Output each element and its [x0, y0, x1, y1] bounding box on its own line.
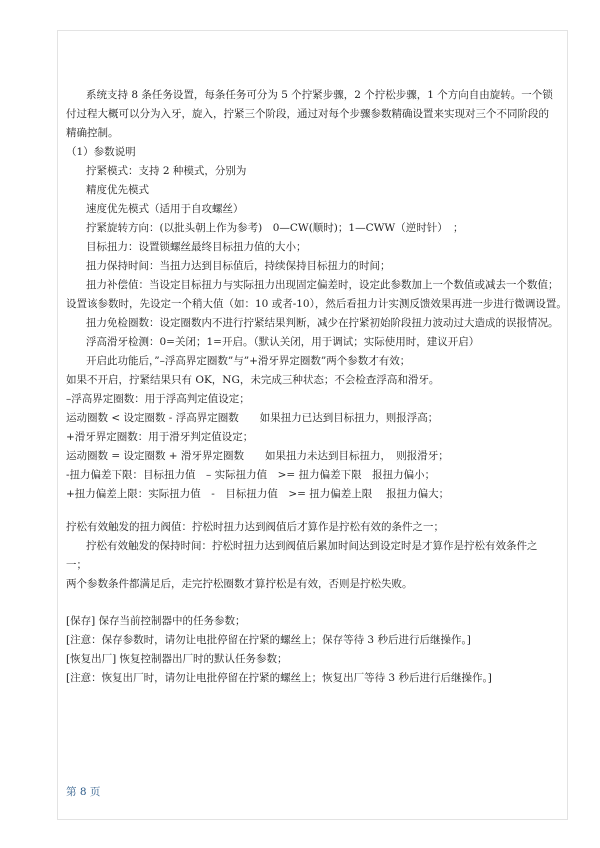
param-precision-mode: 精度优先模式: [86, 184, 149, 196]
param-tightening-mode: 拧紧模式：支持 2 种模式，分别为: [86, 165, 247, 177]
action-reset-note: [注意：恢复出厂时，请勿让电批停留在拧紧的螺丝上；恢复出厂等待 3 秒后进行后继操作。]: [66, 672, 492, 684]
param-hold-time: 扭力保持时间：当扭力达到目标值后，持续保持目标扭力的时间；: [86, 260, 391, 272]
param-speed-mode: 速度优先模式（适用于自攻螺丝）: [86, 203, 244, 215]
intro-line-3: 精确控制。: [66, 127, 119, 139]
action-reset: [恢复出厂] 恢复控制器出厂时的默认任务参数；: [66, 653, 288, 665]
loosen-condition: 两个参数条件都满足后，走完拧松圈数才算拧松是有效，否则是拧松失败。: [66, 578, 413, 590]
param-torque-upper-limit: +扭力偏差上限：实际扭力值 - 目标扭力值 >= 扭力偏差上限 报扭力偏大；: [66, 488, 450, 500]
param-torque-lower-limit: -扭力偏差下限：目标扭力值 – 实际扭力值 >= 扭力偏差下限 报扭力偏小；: [66, 469, 436, 481]
action-save: [保存] 保存当前控制器中的任务参数；: [66, 615, 246, 627]
loosen-threshold: 拧松有效触发的扭力阀值：拧松时扭力达到阀值后才算作是拧松有效的条件之一；: [66, 521, 444, 533]
param-compensation-line-1: 扭力补偿值：当设定目标扭力与实际扭力出现固定偏差时，设定此参数加上一个数值或减去一个数值；: [86, 279, 559, 291]
intro-line-2: 付过程大概可以分为入牙，旋入，拧紧三个阶段，通过对每个步骤参数精确设置来实现对三个不同阶段的: [66, 108, 549, 120]
param-disable-note: 如果不开启，拧紧结果只有 OK，NG，未完成三种状态；不会检查浮高和滑牙。: [66, 374, 440, 386]
param-rotation-direction: 拧紧旋转方向：(以批头朝上作为参考) 0—CW(顺时)；1—CWW（逆时针） ；: [86, 222, 464, 234]
param-target-torque: 目标扭力：设置锁螺丝最终目标扭力值的大小；: [86, 241, 307, 253]
param-float-slip-detect: 浮高滑牙检测：0=关闭；1=开启。（默认关闭，用于调试；实际使用时，建议开启）: [86, 336, 480, 348]
param-slip-turns: +滑牙界定圈数：用于滑牙判定值设定；: [66, 431, 254, 443]
page-number: 第 8 页: [66, 786, 101, 798]
param-compensation-line-2: 设置该参数时，先设定一个稍大值（如：10 或者-10），然后看扭力计实测反馈效果再进一步进行微调设置。: [66, 298, 567, 310]
section-title: （1）参数说明: [66, 146, 136, 158]
param-enable-note: 开启此功能后，”–浮高界定圈数”与”+滑牙界定圈数”两个参数才有效；: [86, 355, 411, 367]
param-float-turns: –浮高界定圈数：用于浮高判定值设定；: [66, 393, 250, 405]
param-skip-turns: 扭力免检圈数：设定圈数内不进行拧紧结果判断，减少在拧紧初始阶段扭力波动过大造成的误报情况。: [86, 317, 559, 329]
document-body: [66, 86, 567, 688]
loosen-hold-time: 拧松有效触发的保持时间：拧松时扭力达到阀值后累加时间达到设定时是才算作是拧松有效条件之: [86, 540, 538, 552]
param-slip-rule: 运动圈数 = 设定圈数 + 滑牙界定圈数 如果扭力未达到目标扭力， 则报滑牙；: [66, 450, 449, 462]
param-float-rule: 运动圈数 < 设定圈数 - 浮高界定圈数 如果扭力已达到目标扭力，则报浮高；: [66, 412, 439, 424]
action-save-note: [注意：保存参数时，请勿让电批停留在拧紧的螺丝上；保存等待 3 秒后进行后继操作。]: [66, 634, 471, 646]
loosen-hold-time-cont: 一；: [66, 559, 87, 571]
intro-line-1: 系统支持 8 条任务设置，每条任务可分为 5 个拧紧步骤，2 个拧松步骤，1 个方向自由旋转。一个锁: [86, 89, 553, 101]
